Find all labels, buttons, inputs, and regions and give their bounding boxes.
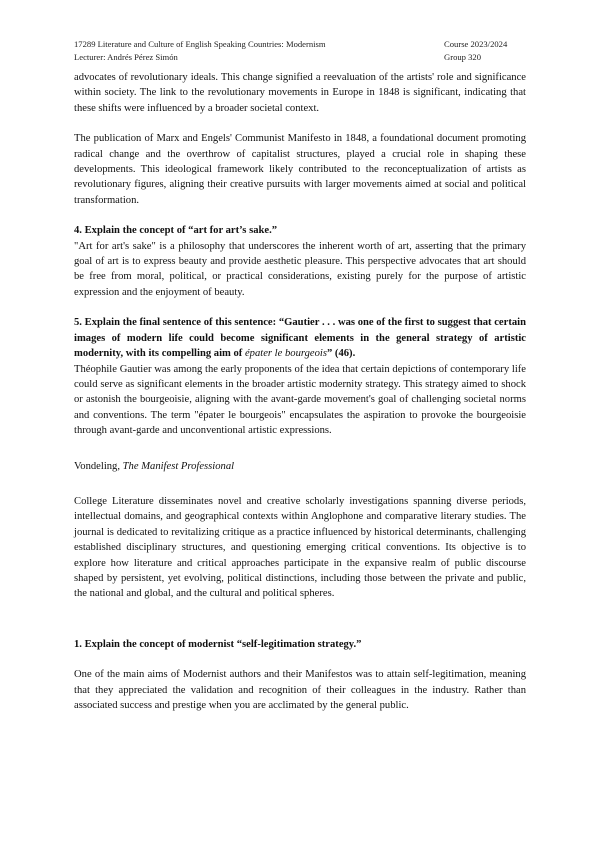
question-5-answer: Théophile Gautier was among the early proponents of the idea that certain depictions of contemporary life could serve as significant elements in the broader artistic modernity strategy. This strategy aimed to shock or astonish the bourgeoisie, aligning with the avant-garde movement's goal of challenging societal norms and conventions. The term "épater le bourgeois" encapsulates the aspiration to provoke the bourgeoisie through avant-garde and unconventional artistic expressions. (74, 363, 526, 437)
question-5-heading-italic: épater le bourgeois (244, 348, 327, 360)
paragraph-communist-manifesto: The publication of Marx and Engels' Communist Manifesto in 1848, a foundational document promoting radical change and the overthrow of capitalist structures, played a crucial role in shaping these developments. This ideological framework likely contributed to the reconceptualization of artists as revolutionary figures, aligning their creative pursuits with larger movements aimed at social and political transformation. (74, 133, 526, 206)
group-number: Group 320 (444, 52, 481, 62)
question-5-heading-text: 5. Explain the final sentence of this sentence: “Gautier . . . was one of the first to suggest that certain images of modern life could become significant elements in the general strategy of artistic modernity, with its compelling aim of (74, 317, 526, 360)
reference-title: The Manifest Professional (122, 460, 235, 472)
paragraph-college-literature: College Literature disseminates novel and creative scholarly investigations spanning diverse periods, intellectual domains, and geographical contexts within Anglophone and comparative literary studies. The journal is dedicated to revitalizing critique as a practice influenced by historical determinants, challenging established disciplinary structures, and questioning emerging critical conventions. Its objective is to explore how literature and critical approaches participate in the expansive realm of public discourse shaped by persistent, yet evolving, political distinctions, including those between the private and public, the national and global, and the cultural and political spheres. (74, 495, 526, 600)
page-header (74, 38, 530, 64)
question-1-answer: One of the main aims of Modernist authors and their Manifestos was to attain self-legitimation, meaning that they appreciated the validation and recognition of their colleagues in the industry. Rather than associated success and prestige when you are acclimated by the general public. (74, 669, 526, 711)
question-1-heading: 1. Explain the concept of modernist “self-legitimation strategy.” (74, 638, 362, 650)
paragraph-revolutionary-ideals: advocates of revolutionary ideals. This change signified a reevaluation of the artists' role and significance within society. The link to the revolutionary movements in Europe in 1848 is significant, indicating that these shifts were influenced by a broader societal context. (74, 72, 526, 114)
course-name: 17289 Literature and Culture of English Speaking Countries: Modernism (74, 39, 326, 49)
reference-heading (74, 459, 526, 474)
header-row-lecturer (74, 51, 530, 64)
course-year: Course 2023/2024 (444, 39, 508, 49)
question-5-heading (74, 315, 526, 361)
document-body (74, 70, 526, 713)
lecturer-name: Lecturer: Andrés Pérez Simón (74, 52, 178, 62)
header-row-course (74, 38, 530, 51)
question-4-answer: "Art for art's sake" is a philosophy that underscores the inherent worth of art, asserting that the primary goal of art is to express beauty and provide aesthetic pleasure. This perspective advocates that art should be free from moral, political, or practical considerations, existing purely for the purpose of artistic expression and the enjoyment of beauty. (74, 240, 526, 298)
question-4-heading: 4. Explain the concept of “art for art’s sake.” (74, 225, 278, 237)
reference-author: Vondeling, (74, 460, 123, 472)
question-5-heading-end: ” (46). (326, 348, 356, 360)
